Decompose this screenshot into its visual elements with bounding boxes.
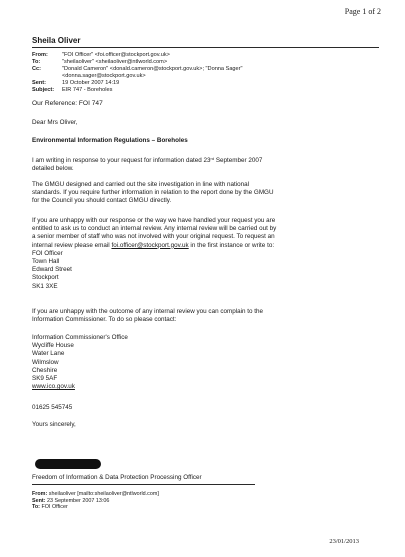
fwd-to-value: FOI Officer bbox=[41, 504, 68, 511]
paragraph-3: If you are unhappy with our response or the way we have handled your request you are entitled to ask us to conduct an internal review. Any internal review will be carried out by a senior member of staff who was not involved with your original request. To request an internal review please email foi.officer@stockport.gov.uk in the first instance or write to: FOI Officer Town Hall Edward Street Stockport SK1 3XE bbox=[32, 217, 382, 291]
from-label: From: bbox=[32, 52, 48, 58]
email-header bbox=[32, 52, 243, 93]
signature-title: Freedom of Information & Data Protection Processing Officer bbox=[32, 474, 202, 481]
ico-address bbox=[32, 334, 382, 391]
paragraph-1: I am writing in response to your request for information dated 23rd September 2007 detailed below. bbox=[32, 156, 263, 173]
fwd-sent-label: Sent: bbox=[32, 497, 46, 504]
cc-value-continued[interactable]: <donna.sager@stockport.gov.uk> bbox=[62, 72, 146, 79]
ico-website-link[interactable]: www.ico.gov.uk bbox=[32, 383, 75, 391]
phone-number: 01625 545745 bbox=[32, 404, 73, 411]
address-line: SK1 3XE bbox=[32, 282, 58, 290]
subject-label: Subject: bbox=[32, 86, 55, 93]
sent-value: 19 October 2007 14:19 bbox=[62, 79, 120, 86]
page-number: Page 1 of 2 bbox=[344, 7, 381, 16]
sender-name: Sheila Oliver bbox=[32, 36, 81, 45]
paragraph-4: If you are unhappy with the outcome of any internal review you can complain to the Information Commissioner. To do so please contact: bbox=[32, 308, 264, 324]
address-line: Information Commissioner's Office bbox=[32, 334, 128, 341]
sent-label: Sent: bbox=[32, 79, 46, 86]
fwd-to-label: To: bbox=[32, 504, 40, 511]
address-line: Wycliffe House bbox=[32, 342, 74, 350]
to-label: To: bbox=[32, 58, 41, 65]
address-line: Town Hall bbox=[32, 258, 60, 266]
paragraph-2: The GMGU designed and carried out the site investigation in line with national standards. If you require further information in relation to the report done by the GMGU for the Council you should contact GMGU directly. bbox=[32, 181, 274, 205]
address-line: Cheshire bbox=[32, 366, 58, 374]
original-request-header bbox=[32, 491, 159, 511]
letter-heading: Environmental Information Regulations – Boreholes bbox=[32, 137, 188, 144]
fwd-from-value[interactable]: sheilaoliver [mailto:sheilaoliver@ntlworld.com] bbox=[48, 491, 159, 497]
address-line: FOI Officer bbox=[32, 249, 63, 257]
cc-label: Cc: bbox=[32, 65, 42, 72]
fwd-from-label: From: bbox=[32, 491, 48, 497]
salutation: Dear Mrs Oliver, bbox=[32, 119, 78, 126]
signature-rule bbox=[32, 484, 255, 485]
foi-email-link[interactable]: foi.officer@stockport.gov.uk bbox=[111, 241, 189, 249]
header-rule bbox=[32, 47, 379, 48]
footer-date: 23/01/2013 bbox=[329, 538, 359, 545]
cc-value[interactable]: "Donald Cameron" <donald.cameron@stockport.gov.uk>; "Donna Sager" bbox=[62, 65, 243, 72]
address-line: Water Lane bbox=[32, 350, 65, 358]
our-reference: Our Reference: FOI 747 bbox=[32, 100, 103, 107]
address-line: Wilmslow bbox=[32, 358, 59, 366]
subject-value: EIR 747 - Boreholes bbox=[62, 86, 113, 93]
from-value[interactable]: "FOI Officer" <foi.officer@stockport.gov.uk> bbox=[62, 52, 170, 58]
closing: Yours sincerely, bbox=[32, 421, 76, 428]
address-line: SK9 5AF bbox=[32, 375, 58, 383]
address-line: Edward Street bbox=[32, 266, 72, 274]
redacted-signature bbox=[35, 459, 101, 469]
fwd-sent-value: 23 September 2007 13:06 bbox=[46, 497, 110, 504]
to-value[interactable]: "sheilaoliver" <sheilaoliver@ntlworld.com> bbox=[62, 58, 168, 65]
address-line: Stockport bbox=[32, 274, 59, 282]
